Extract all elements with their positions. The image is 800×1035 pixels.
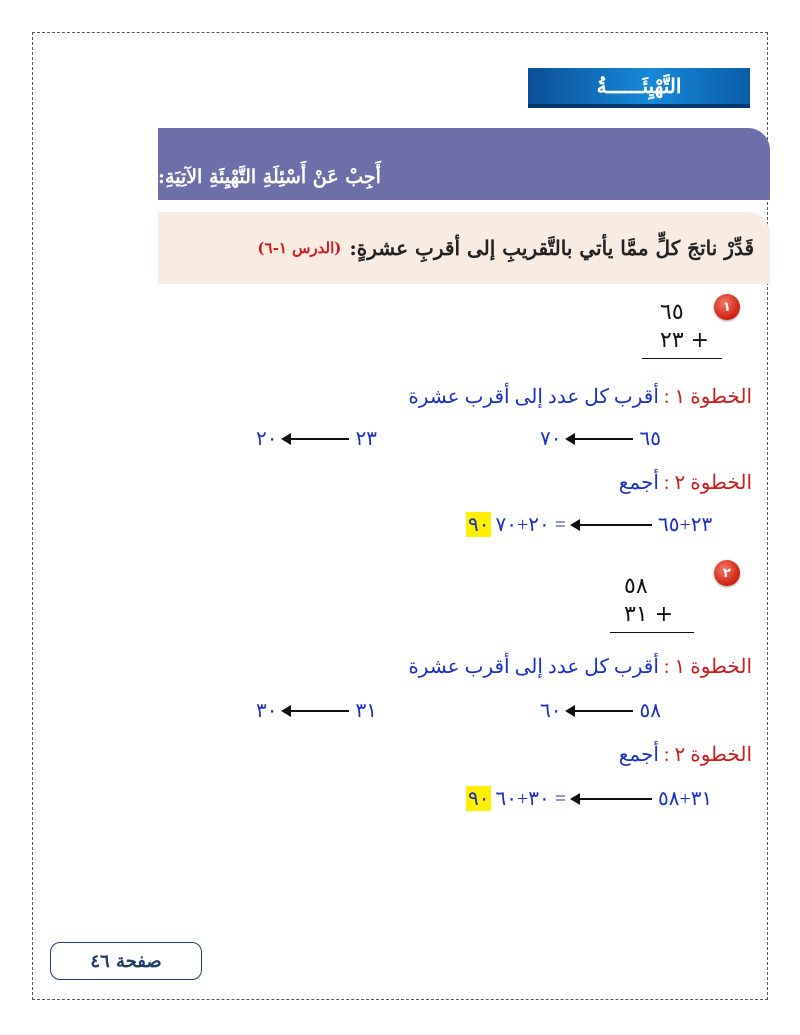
left-arrow-icon — [572, 798, 652, 800]
questions-banner: أَجِبْ عَنْ أَسْئِلَةِ التَّهْيِئَةِ الآتِيَةِ: — [158, 128, 770, 200]
vertical-addition — [640, 300, 730, 360]
page-number: صفحة ٤٦ — [50, 942, 202, 980]
step-label: الخطوة ٢ : — [663, 744, 752, 766]
step-2-line — [619, 742, 752, 767]
addend-bottom: ٢٣ + — [660, 328, 710, 353]
step-text: أجمع — [618, 744, 659, 766]
rounding-right — [540, 698, 661, 723]
rounded-value: ٢٠ — [256, 428, 278, 450]
problem-number-badge: ١ — [714, 294, 740, 320]
sum-rule — [610, 632, 694, 633]
step-label: الخطوة ١ : — [663, 656, 752, 678]
rounding-right — [540, 426, 661, 451]
original-sum: ٣١+٥٨ — [658, 788, 713, 810]
problem-number-badge: ٢ — [714, 560, 740, 586]
lesson-reference: (الدرس ١-٦) — [257, 239, 342, 257]
step-label: الخطوة ٢ : — [663, 472, 752, 494]
original-value: ٢٣ — [355, 428, 377, 450]
addend-bottom: ٣١ + — [624, 602, 674, 627]
rounded-sum: ٣٠+٦٠ = — [495, 788, 567, 810]
rounded-value: ٣٠ — [256, 700, 278, 722]
addend-top: ٥٨ — [624, 574, 648, 599]
step-text: أقرب كل عدد إلى أقرب عشرة — [408, 386, 659, 408]
original-value: ٦٥ — [639, 428, 661, 450]
left-arrow-icon — [567, 710, 633, 712]
step-1-line — [408, 384, 752, 409]
step-label: الخطوة ١ : — [663, 386, 752, 408]
answer-highlight: ٩٠ — [468, 514, 490, 536]
instruction-text: قَدِّرْ ناتجَ كلٍّ ممَّا يأتي بالتَّقريبِ إلى أقربِ عشرةٍ: — [349, 236, 754, 260]
left-arrow-icon — [283, 710, 349, 712]
vertical-addition — [610, 574, 700, 634]
rounding-left — [256, 426, 377, 451]
original-value: ٥٨ — [639, 700, 661, 722]
rounded-value: ٦٠ — [540, 700, 562, 722]
answer-highlight: ٩٠ — [468, 788, 490, 810]
step-text: أجمع — [618, 472, 659, 494]
section-tag: التَّهْيِئَــــــةُ — [528, 68, 750, 108]
left-arrow-icon — [283, 438, 349, 440]
original-sum: ٢٣+٦٥ — [658, 514, 713, 536]
rounding-left — [256, 698, 377, 723]
sum-line — [466, 512, 712, 537]
instruction-bar — [158, 212, 770, 284]
rounded-sum: ٢٠+٧٠ = — [495, 514, 567, 536]
rounded-value: ٧٠ — [540, 428, 562, 450]
step-2-line — [619, 470, 752, 495]
step-1-line — [408, 654, 752, 679]
addend-top: ٦٥ — [660, 300, 684, 325]
left-arrow-icon — [567, 438, 633, 440]
step-text: أقرب كل عدد إلى أقرب عشرة — [408, 656, 659, 678]
sum-rule — [642, 358, 722, 359]
left-arrow-icon — [572, 524, 652, 526]
sum-line — [466, 786, 712, 811]
original-value: ٣١ — [355, 700, 377, 722]
